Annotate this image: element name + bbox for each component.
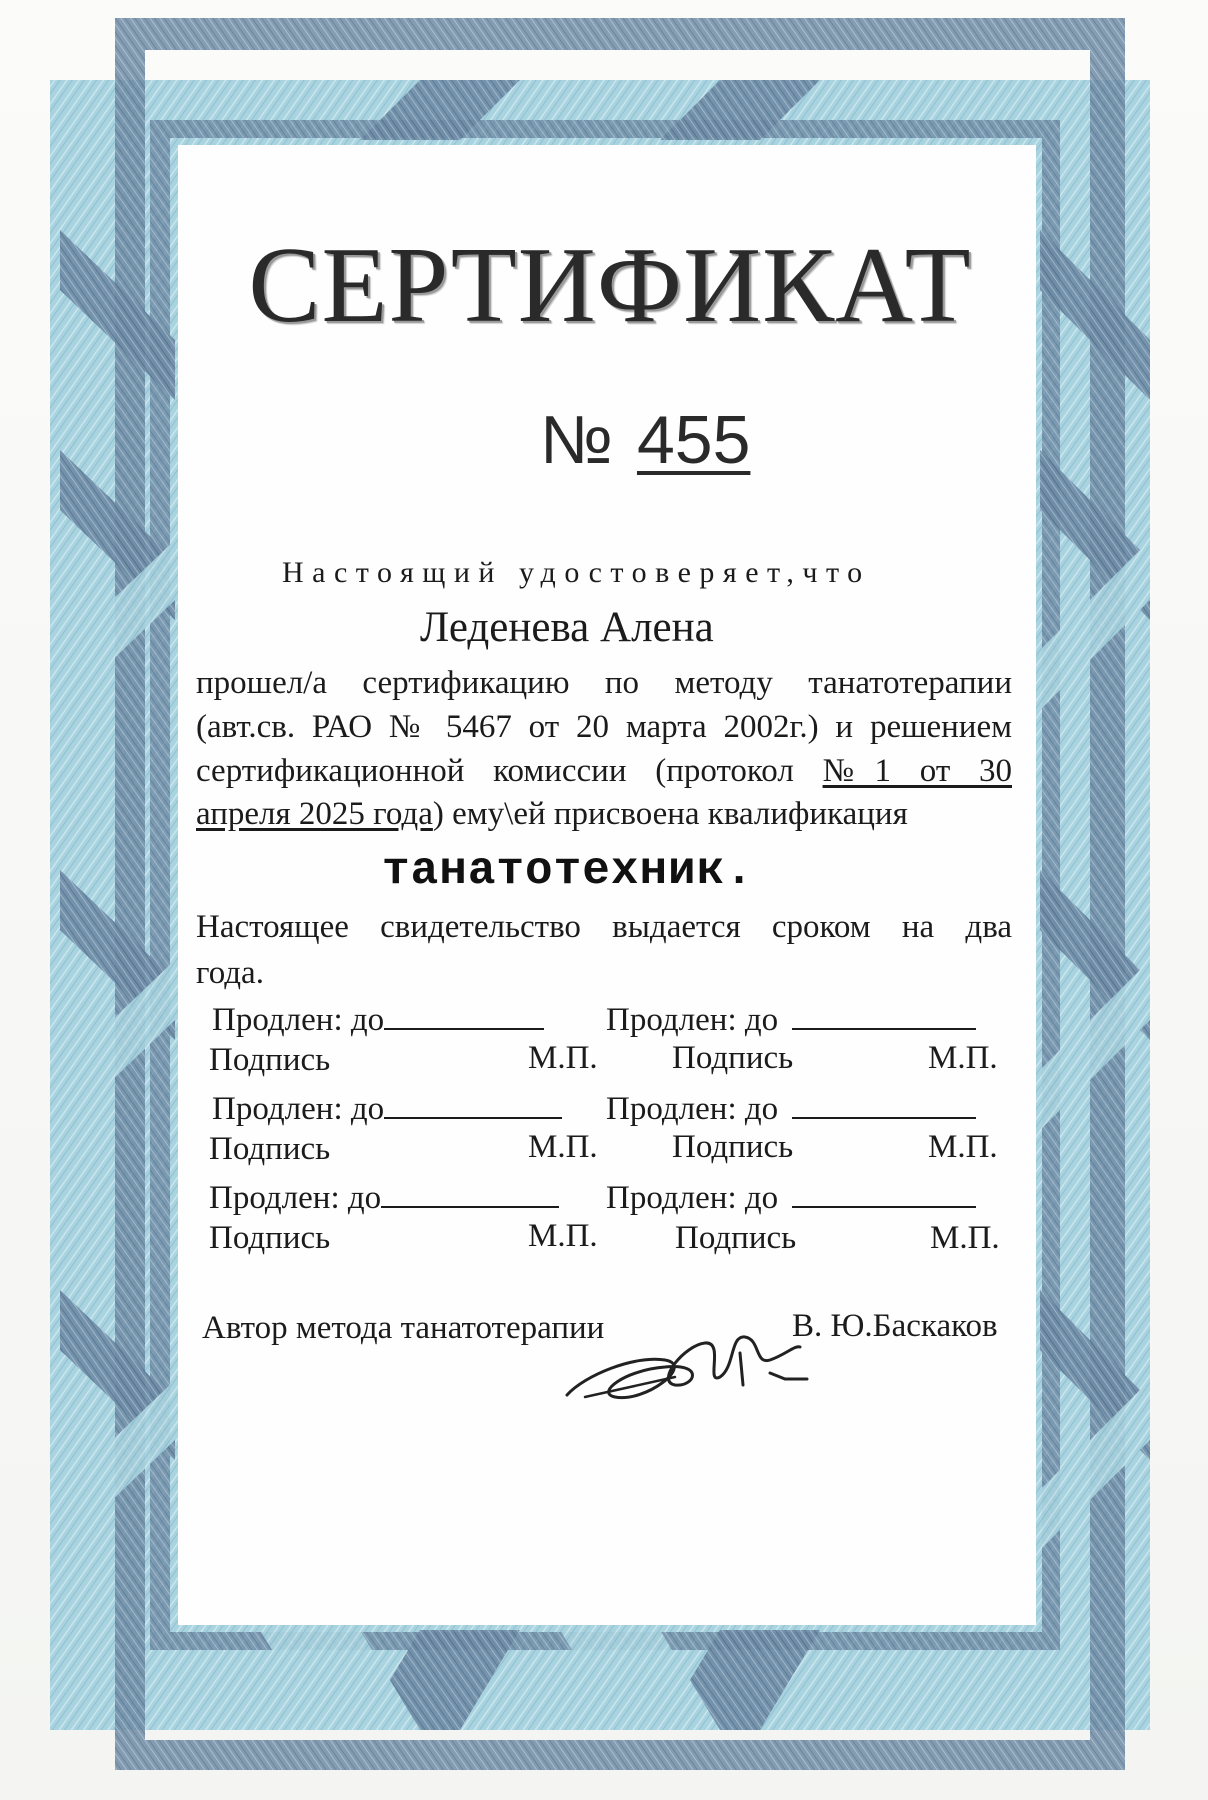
extension-label: Продлен: до [209,1180,382,1216]
validity-line-2: года. [196,955,264,991]
seal-left-2: М.П. [528,1129,598,1165]
extension-blank [792,1000,976,1030]
extension-label: Продлен: до [606,1091,779,1127]
seal-right-2: М.П. [928,1129,998,1165]
extension-blank [381,1178,559,1208]
seal-right-3: М.П. [930,1220,1000,1256]
qualification-title: танатотехник. [382,845,754,897]
extension-blank [384,1000,544,1030]
body-line-4 [196,798,908,831]
signature-right-2: Подпись [672,1129,794,1165]
extension-label: Продлен: до [212,1002,385,1038]
extension-label: Продлен: до [606,1180,779,1216]
extension-right-3 [606,1178,976,1215]
author-label: Автор метода танатотерапии [202,1310,605,1346]
signature-left-3: Подпись [209,1220,331,1256]
extension-label: Продлен: до [212,1091,385,1127]
extension-right-1 [606,1000,976,1037]
extension-left-2 [212,1089,562,1126]
signature-right-1: Подпись [672,1040,794,1076]
certificate-number: 455 [636,402,751,478]
body-line-3-start: сертификационной комиссии (протокол [196,753,823,789]
body-line-4-end: ) ему\ей присвоена квалификация [432,796,908,832]
extension-blank [792,1178,976,1208]
handwritten-signature [555,1315,855,1415]
holder-name: Леденева Алена [420,604,714,651]
seal-left-3: М.П. [528,1218,598,1254]
certificate-number-row [540,402,751,478]
seal-right-1: М.П. [928,1040,998,1076]
extension-blank [792,1089,976,1119]
protocol-reference: №1 от 30 [822,753,1012,789]
signature-right-3: Подпись [675,1220,797,1256]
body-line-1: прошел/а сертификацию по методу танатотерапии [196,665,1012,701]
validity-line-1: Настоящее свидетельство выдается сроком на два [196,909,1012,945]
extension-blank [384,1089,562,1119]
body-line-2: (авт.св. РАО № 5467 от 20 марта 2002г.) и решением [196,709,1012,745]
extension-left-1 [212,1000,544,1037]
signature-left-2: Подпись [209,1131,331,1167]
extension-left-3 [209,1178,559,1215]
certificate-title: СЕРТИФИКАТ [248,226,972,345]
author-name: В. Ю.Баскаков [792,1308,998,1344]
signature-left-1: Подпись [209,1042,331,1078]
intro-text: Настоящий удостоверяет,что [282,556,871,589]
number-sign: № [540,402,613,478]
body-line-3 [196,755,1012,788]
protocol-date: апреля 2025 года [196,796,433,832]
seal-left-1: М.П. [528,1040,598,1076]
extension-label: Продлен: до [606,1002,779,1038]
extension-right-2 [606,1089,976,1126]
